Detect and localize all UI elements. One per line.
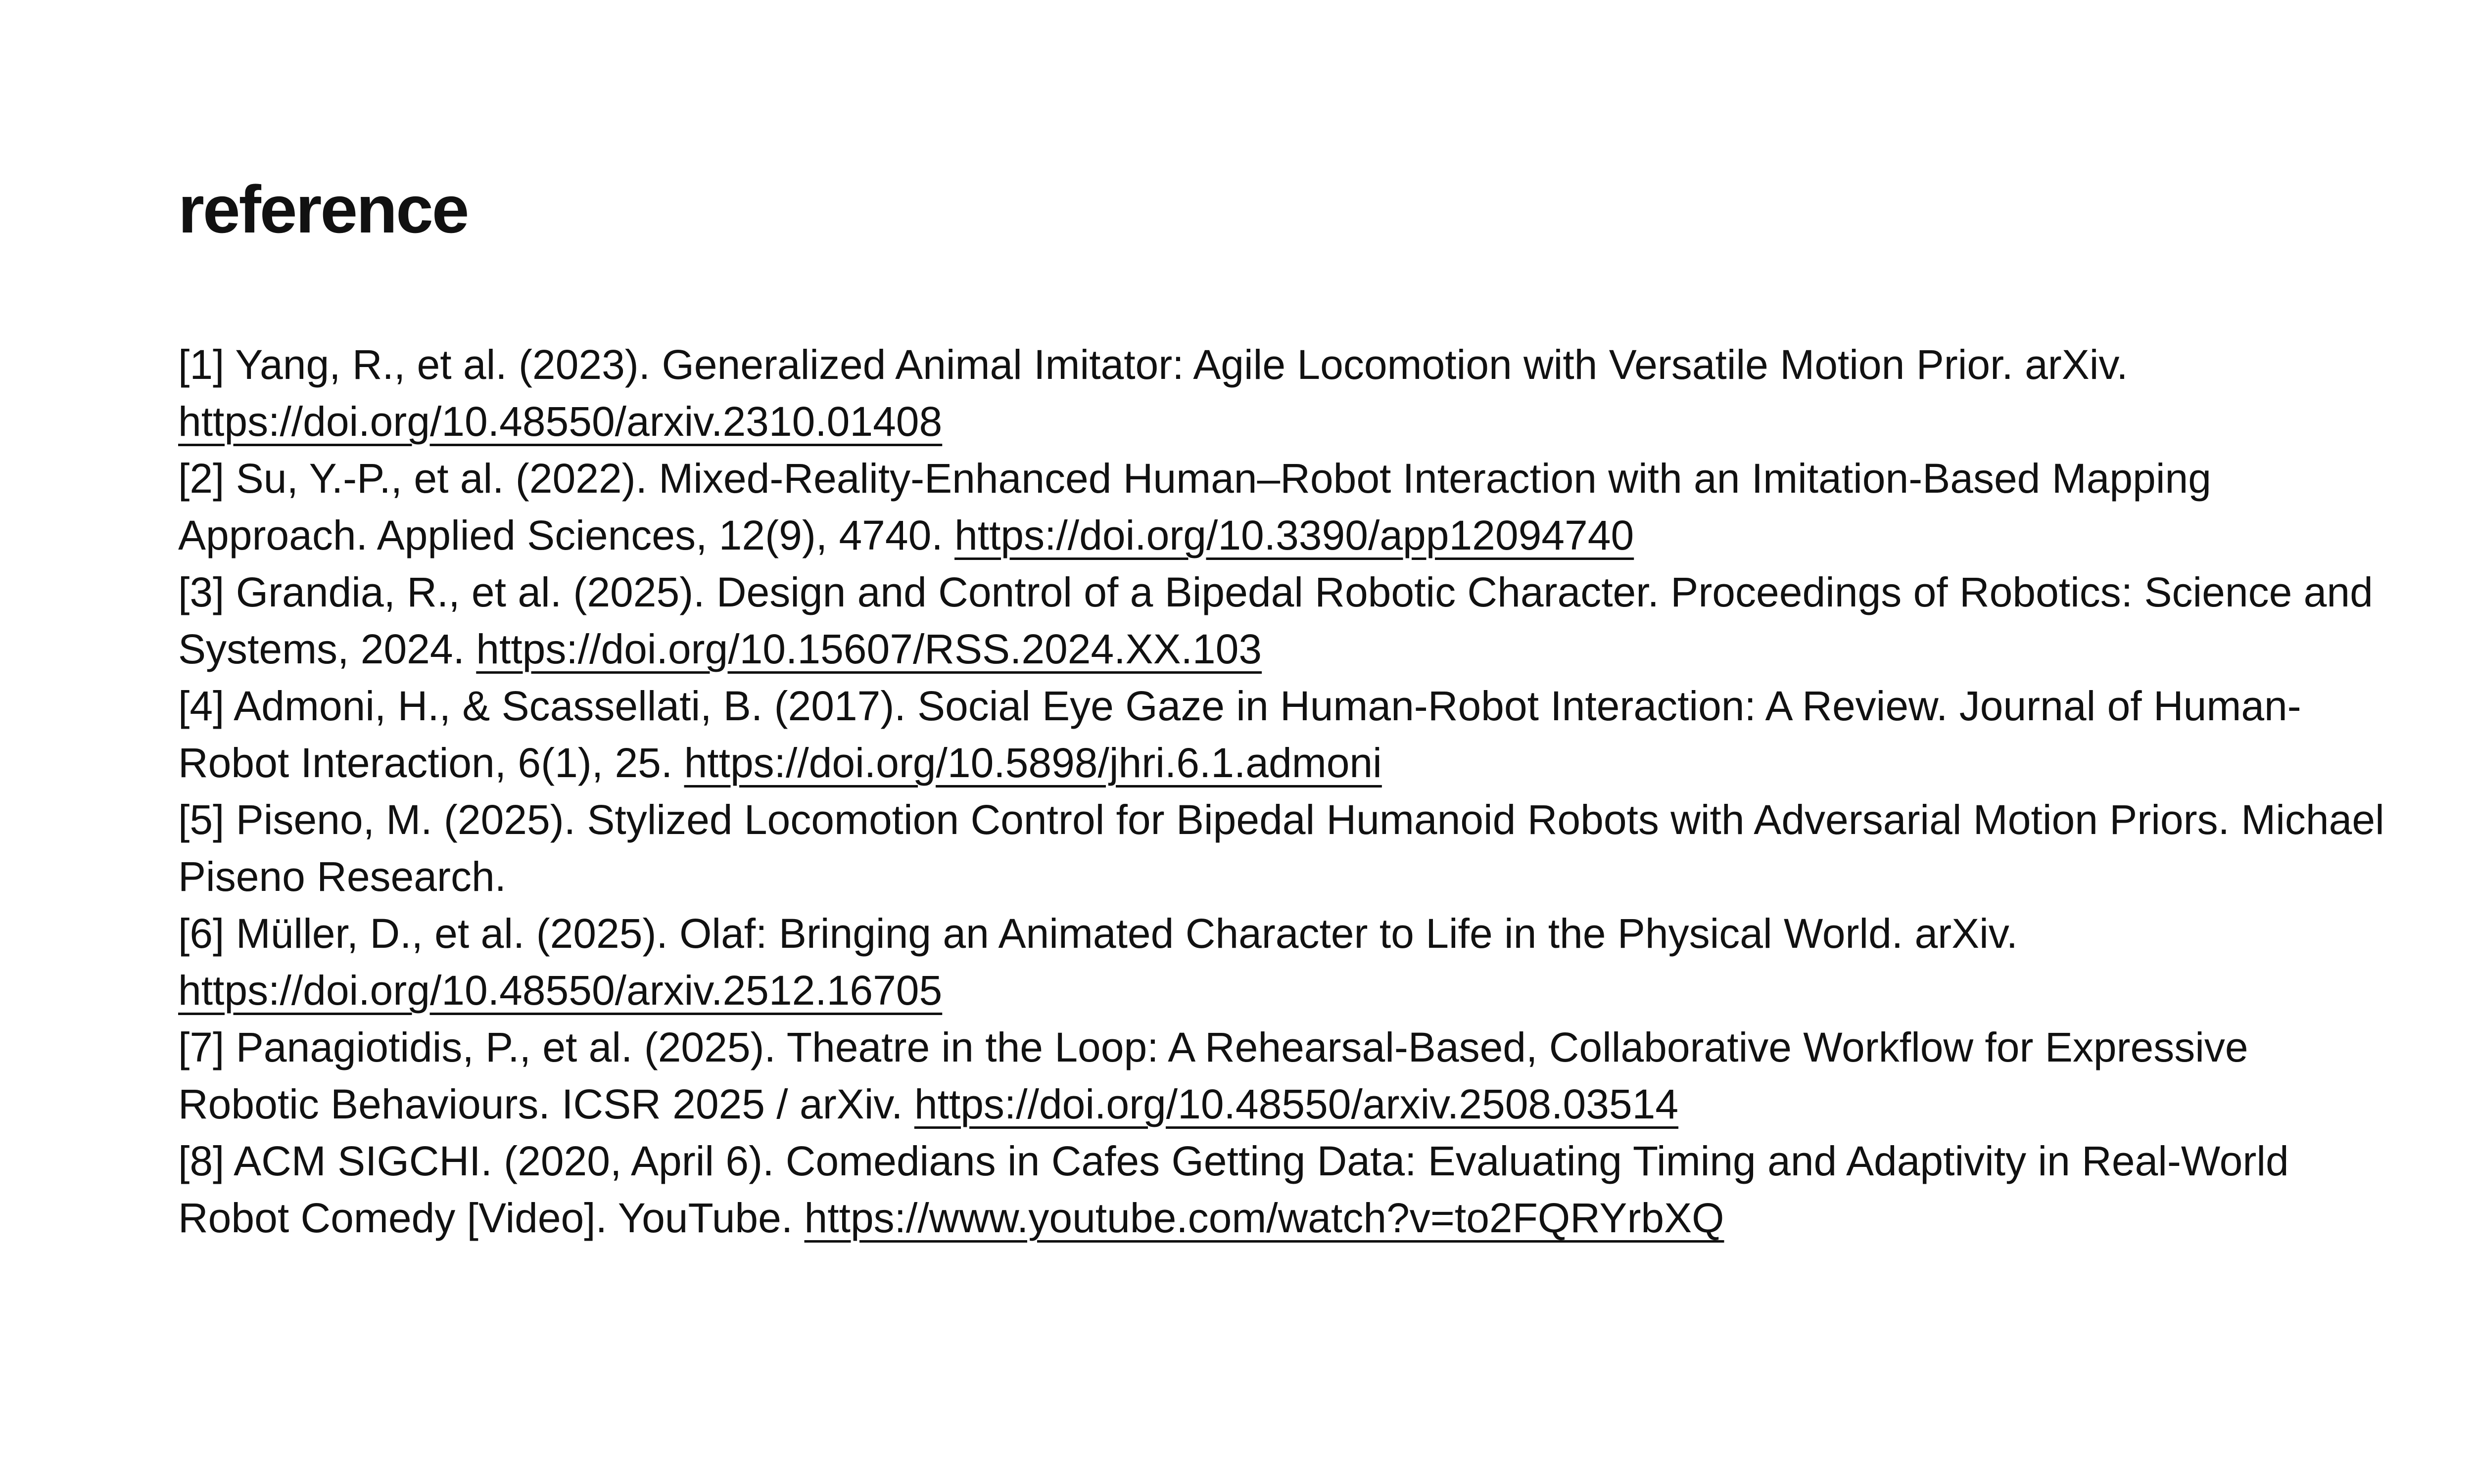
reference-item [178, 564, 2385, 678]
reference-item [178, 791, 2385, 905]
page-title: reference [178, 172, 468, 247]
reference-link[interactable]: https://www.youtube.com/watch?v=to2FQRYrbXQ [804, 1195, 1724, 1241]
reference-link[interactable]: https://doi.org/10.48550/arxiv.2508.03514 [914, 1081, 1679, 1127]
reference-link[interactable]: https://doi.org/10.15607/RSS.2024.XX.103 [476, 626, 1262, 672]
reference-text: [8] ACM SIGCHI. (2020, April 6). Comedians in Cafes Getting Data: Evaluating Timing and Adaptivity in Real-World Robot Comedy [Video]. YouTube. [178, 1138, 2289, 1241]
reference-text: [4] Admoni, H., & Scassellati, B. (2017). Social Eye Gaze in Human-Robot Interaction: A Review. Journal of Human-Robot Interaction, 6(1), 25. [178, 683, 2301, 786]
reference-text: [3] Grandia, R., et al. (2025). Design and Control of a Bipedal Robotic Character. Proceedings of Robotics: Science and Systems, 2024. [178, 569, 2373, 672]
reference-text: [7] Panagiotidis, P., et al. (2025). Theatre in the Loop: A Rehearsal-Based, Collaborative Workflow for Expressive Robotic Behaviours. ICSR 2025 / arXiv. [178, 1024, 2248, 1127]
reference-text: [5] Piseno, M. (2025). Stylized Locomotion Control for Bipedal Humanoid Robots with Adversarial Motion Priors. Michael Piseno Research. [178, 796, 2384, 900]
reference-text: [6] Müller, D., et al. (2025). Olaf: Bringing an Animated Character to Life in the Physical World. arXiv. [178, 910, 2018, 957]
reference-list [178, 336, 2385, 1247]
reference-item [178, 336, 2385, 450]
reference-item [178, 905, 2385, 1019]
reference-item [178, 1019, 2385, 1133]
reference-link[interactable]: https://doi.org/10.48550/arxiv.2310.01408 [178, 398, 943, 445]
reference-item [178, 678, 2385, 791]
reference-item [178, 450, 2385, 564]
reference-link[interactable]: https://doi.org/10.48550/arxiv.2512.16705 [178, 967, 943, 1014]
reference-link[interactable]: https://doi.org/10.3390/app12094740 [954, 512, 1634, 558]
reference-link[interactable]: https://doi.org/10.5898/jhri.6.1.admoni [684, 740, 1382, 786]
reference-item [178, 1133, 2385, 1247]
reference-text: [2] Su, Y.-P., et al. (2022). Mixed-Reality-Enhanced Human–Robot Interaction with an Imitation-Based Mapping Approach. Applied Sciences, 12(9), 4740. [178, 455, 2211, 558]
reference-text: [1] Yang, R., et al. (2023). Generalized Animal Imitator: Agile Locomotion with Versatile Motion Prior. arXiv. [178, 341, 2128, 388]
